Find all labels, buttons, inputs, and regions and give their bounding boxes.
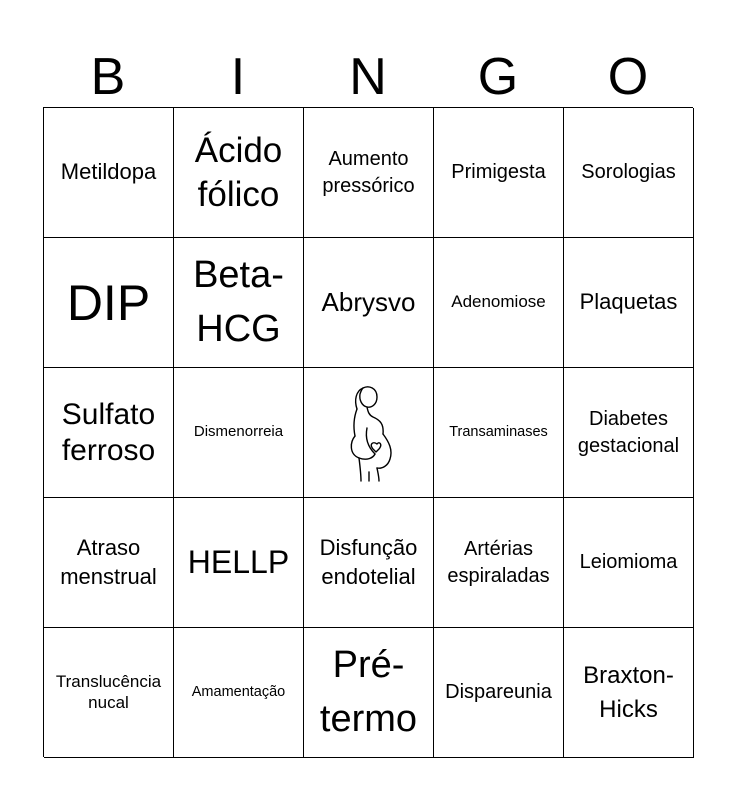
cell-label: Sulfato ferroso — [61, 397, 156, 467]
header-letter-b: B — [90, 48, 126, 106]
header-letter-o: O — [607, 48, 649, 106]
bingo-cell[interactable] — [44, 368, 174, 498]
cell-label: Abrysvo — [321, 286, 416, 317]
cell-label: Plaquetas — [579, 289, 678, 315]
bingo-cell[interactable] — [304, 108, 434, 238]
cell-label: Leiomioma — [579, 551, 678, 573]
cell-label: Disfunção endotelial — [319, 534, 418, 589]
cell-label: Amamentação — [191, 683, 286, 700]
bingo-cell[interactable] — [304, 498, 434, 628]
cell-label: HELLP — [187, 543, 290, 580]
cell-label: Adenomiose — [451, 292, 546, 312]
bingo-cell[interactable] — [564, 108, 694, 238]
bingo-cell[interactable] — [564, 368, 694, 498]
bingo-cell[interactable] — [304, 628, 434, 758]
bingo-cell[interactable] — [174, 628, 304, 758]
bingo-board — [43, 107, 693, 757]
cell-label: Diabetes gestacional — [577, 407, 680, 457]
bingo-cell[interactable] — [44, 498, 174, 628]
cell-label: Dispareunia — [445, 681, 552, 703]
header-letter-n: N — [349, 48, 387, 106]
cell-label: Primigesta — [451, 161, 546, 183]
cell-label: Beta-HCG — [193, 254, 284, 350]
bingo-cell[interactable] — [564, 238, 694, 368]
free-space-cell[interactable] — [304, 368, 434, 498]
bingo-cell[interactable] — [434, 108, 564, 238]
bingo-cell[interactable] — [44, 628, 174, 758]
bingo-cell[interactable] — [434, 498, 564, 628]
cell-label: Atraso menstrual — [60, 534, 157, 589]
cell-label: Sorologias — [581, 161, 676, 183]
bingo-cell[interactable] — [174, 368, 304, 498]
bingo-cell[interactable] — [564, 628, 694, 758]
bingo-cell[interactable] — [564, 498, 694, 628]
cell-label: Dismenorreia — [193, 423, 284, 441]
bingo-cell[interactable] — [434, 368, 564, 498]
cell-label: DIP — [66, 274, 151, 331]
cell-label: Aumento pressórico — [322, 147, 415, 197]
bingo-cell[interactable] — [174, 498, 304, 628]
cell-label: Artérias espiraladas — [447, 537, 550, 587]
bingo-cell[interactable] — [434, 628, 564, 758]
cell-label: Ácido fólico — [194, 130, 283, 214]
bingo-cell[interactable] — [434, 238, 564, 368]
bingo-header — [43, 48, 693, 106]
cell-label: Pré-termo — [319, 644, 418, 740]
pregnant-woman-icon — [341, 384, 397, 482]
bingo-cell[interactable] — [44, 108, 174, 238]
cell-label: Translucência nucal — [55, 672, 162, 712]
bingo-cell[interactable] — [174, 238, 304, 368]
bingo-cell[interactable] — [174, 108, 304, 238]
bingo-cell[interactable] — [304, 238, 434, 368]
cell-label: Transaminases — [449, 423, 548, 440]
cell-label: Metildopa — [60, 159, 157, 185]
header-letter-i: I — [230, 48, 246, 106]
cell-label: Braxton-Hicks — [583, 661, 674, 723]
bingo-cell[interactable] — [44, 238, 174, 368]
header-letter-g: G — [477, 48, 519, 106]
